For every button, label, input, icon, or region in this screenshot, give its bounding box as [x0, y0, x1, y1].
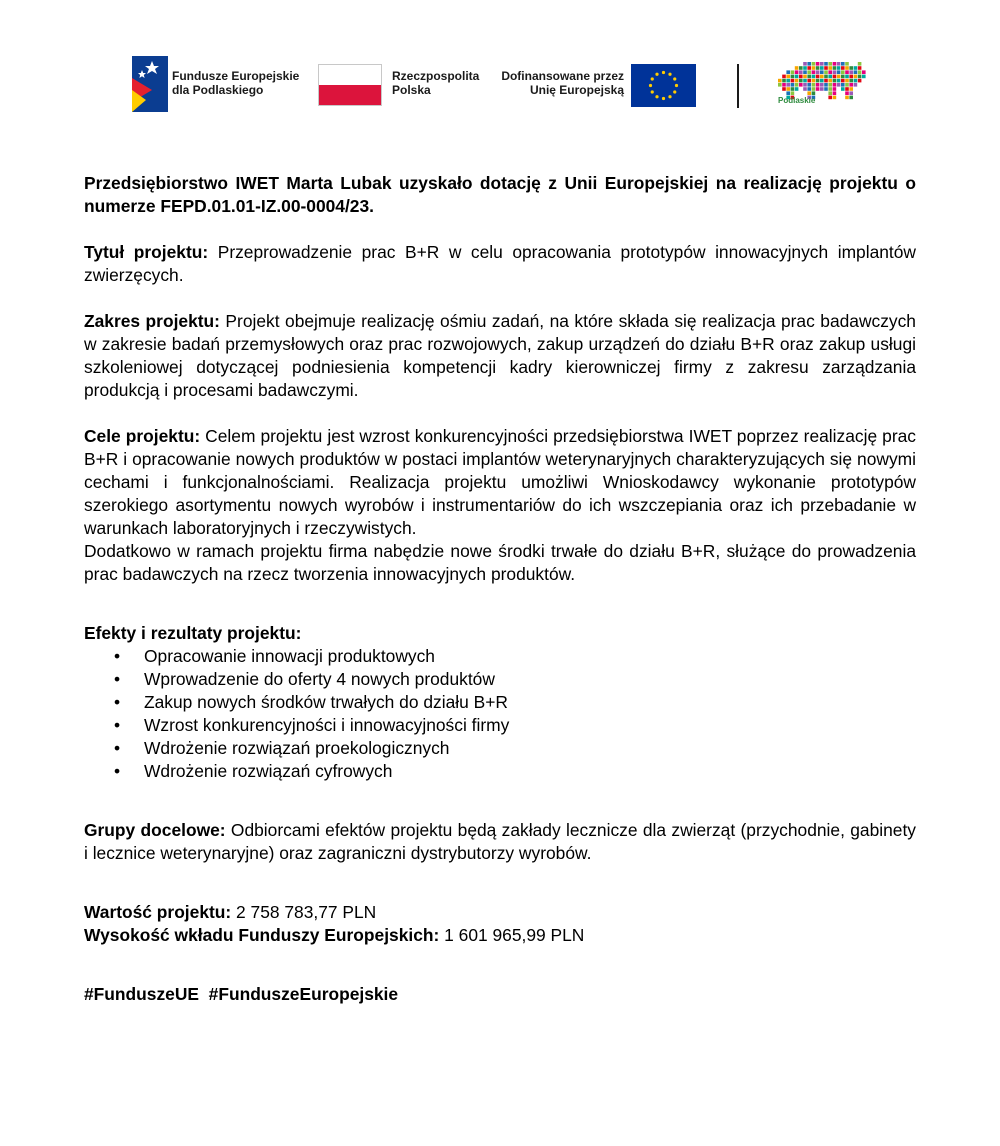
- scope-text: Projekt obejmuje realizację ośmiu zadań, na które składa się realizacja prac badawczych w zakresie badań przemysłowych oraz prac rozwojowych, zakup urządzeń do działu B+R oraz zakup usługi szkoleniowej dotyczącej podniesienia kompetencji kadry kierowniczej firmy z zakresu zarządzania produkcją i procesami badawczymi.: [84, 311, 916, 400]
- goals-label: Cele projektu:: [84, 426, 201, 446]
- logo-divider: [737, 64, 739, 108]
- list-item: • Zakup nowych środków trwałych do działu B+R: [84, 691, 916, 714]
- value-amount: 2 758 783,77 PLN: [231, 902, 377, 922]
- scope-label: Zakres projektu:: [84, 311, 220, 331]
- pl-line-1: Rzeczpospolita: [392, 69, 480, 83]
- rzeczpospolita-label: [392, 69, 479, 97]
- document-body: [84, 172, 916, 1006]
- groups-label: Grupy docelowe:: [84, 820, 226, 840]
- intro-paragraph: Przedsiębiorstwo IWET Marta Lubak uzyskało dotację z Unii Europejskiej na realizację projektu o numerze FEPD.01.01-IZ.00-0004/23.: [84, 173, 916, 216]
- title-label: Tytuł projektu:: [84, 242, 209, 262]
- goals-text: Celem projektu jest wzrost konkurencyjności przedsiębiorstwa IWET poprzez realizację prac B+R i opracowanie nowych produktów w postaci implantów weterynaryjnych charakteryzujących się nowymi cechami i funkcjonalnościami. Realizacja projektu umożliwi Wnioskodawcy wykonanie prototypów szerokiego asortymentu nowych wyrobów i instrumentariów do ich wszczepiania oraz ich przebadanie w warunkach laboratoryjnych i rzeczywistych.: [84, 426, 916, 538]
- list-item: • Opracowanie innowacji produktowych: [84, 645, 916, 668]
- fe-line-1: Fundusze Europejskie: [172, 69, 300, 83]
- eu-line-2: Unię Europejską: [529, 83, 624, 97]
- contribution-label: Wysokość wkładu Funduszy Europejskich:: [84, 925, 440, 945]
- effects-list: [84, 645, 916, 783]
- logo-bar: [0, 52, 1000, 112]
- groups-paragraph: [84, 819, 916, 865]
- fe-line-2: dla Podlaskiego: [172, 83, 264, 97]
- eu-flag-icon: [631, 64, 696, 107]
- title-paragraph: [84, 241, 916, 287]
- hashtags: #FunduszeUE #FunduszeEuropejskie: [84, 984, 399, 1004]
- groups-text: Odbiorcami efektów projektu będą zakłady lecznicze dla zwierząt (przychodnie, gabinety i lecznice weterynaryjne) oraz zagraniczni dystrybutorzy wyrobów.: [84, 820, 916, 863]
- goals-paragraph: [84, 425, 916, 540]
- poland-flag-icon: [318, 64, 382, 106]
- list-item: • Wdrożenie rozwiązań proekologicznych: [84, 737, 916, 760]
- list-item: • Wprowadzenie do oferty 4 nowych produktów: [84, 668, 916, 691]
- goals-paragraph-2: Dodatkowo w ramach projektu firma nabędzie nowe środki trwałe do działu B+R, służące do prowadzenia prac badawczych na rzecz tworzenia innowacyjnych produktów.: [84, 541, 916, 584]
- title-text: Przeprowadzenie prac B+R w celu opracowania prototypów innowacyjnych implantów zwierzęcych.: [84, 242, 916, 285]
- list-item: • Wdrożenie rozwiązań cyfrowych: [84, 760, 916, 783]
- fundusze-europejskie-logo-icon: [132, 56, 168, 112]
- podlaskie-label: Podlaskie: [778, 96, 816, 105]
- contribution-amount: 1 601 965,99 PLN: [439, 925, 585, 945]
- value-label: Wartość projektu:: [84, 902, 232, 922]
- effects-heading: [84, 622, 916, 645]
- eu-cofinanced-label: [500, 69, 624, 97]
- effects-label: Efekty i rezultaty projektu:: [84, 623, 302, 643]
- list-item: • Wzrost konkurencyjności i innowacyjności firmy: [84, 714, 916, 737]
- scope-paragraph: [84, 310, 916, 402]
- eu-line-1: Dofinansowane przez: [501, 69, 624, 83]
- pl-line-2: Polska: [392, 83, 431, 97]
- fundusze-europejskie-label: [172, 69, 299, 97]
- contribution-line: [84, 924, 916, 947]
- value-line: [84, 901, 916, 924]
